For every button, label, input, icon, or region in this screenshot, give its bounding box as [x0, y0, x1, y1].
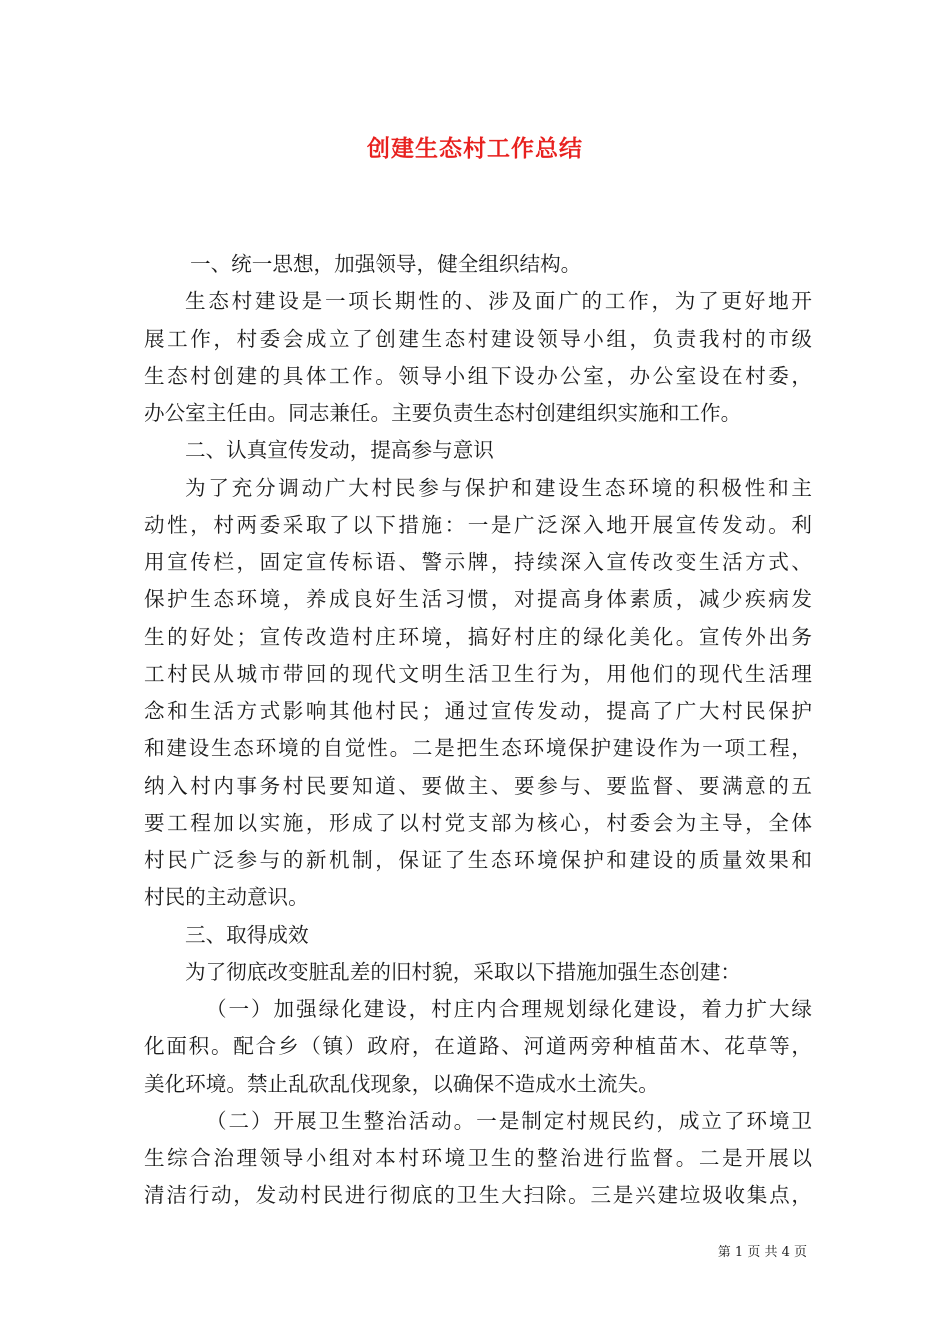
body-line: 保护生态环境，养成良好生活习惯，对提高身体素质，减少疾病发	[144, 587, 812, 612]
body-line: 三、取得成效	[185, 922, 309, 947]
body-line: （一）加强绿化建设，村庄内合理规划绿化建设，着力扩大绿	[206, 997, 812, 1021]
body-line: 二、认真宣传发动，提高参与意识	[185, 438, 494, 463]
body-line: 村民广泛参与的新机制，保证了生态环境保护和建设的质量效果和	[144, 848, 812, 872]
document-title: 创建生态村工作总结	[367, 135, 583, 162]
body-line: 生态村创建的具体工作。领导小组下设办公室，办公室设在村委，	[144, 363, 812, 388]
body-line: 念和生活方式影响其他村民；通过宣传发动，提高了广大村民保护	[144, 699, 812, 723]
body-line: 村民的主动意识。	[144, 885, 309, 910]
document-body	[144, 246, 812, 1215]
body-line: 生态村建设是一项长期性的、涉及面广的工作，为了更好地开	[185, 289, 812, 314]
body-line: 要工程加以实施，形成了以村党支部为核心，村委会为主导，全体	[144, 810, 812, 835]
body-line: 用宣传栏，固定宣传标语、警示牌，持续深入宣传改变生活方式、	[144, 550, 812, 574]
body-line: 清洁行动，发动村民进行彻底的卫生大扫除。三是兴建垃圾收集点，	[144, 1183, 812, 1208]
body-line: 办公室主任由。同志兼任。主要负责生态村创建组织实施和工作。	[144, 401, 742, 425]
body-line: 展工作，村委会成立了创建生态村建设领导小组，负责我村的市级	[144, 326, 812, 351]
body-line: 为了充分调动广大村民参与保护和建设生态环境的积极性和主	[185, 475, 812, 500]
body-line: 美化环境。禁止乱砍乱伐现象，以确保不造成水土流失。	[144, 1071, 659, 1096]
page-number-footer: 第 1 页 共 4 页	[717, 1245, 807, 1260]
body-line: 生的好处；宣传改造村庄环境，搞好村庄的绿化美化。宣传外出务	[144, 624, 812, 649]
body-line: 为了彻底改变脏乱差的旧村貌，采取以下措施加强生态创建：	[185, 959, 742, 984]
body-line: 一、统一思想，加强领导，健全组织结构。	[190, 252, 582, 276]
body-line: 工村民从城市带回的现代文明生活卫生行为，用他们的现代生活理	[144, 661, 812, 686]
body-line: 动性，村两委采取了以下措施：一是广泛深入地开展宣传发动。利	[144, 512, 812, 537]
body-line: 生综合治理领导小组对本村环境卫生的整治进行监督。二是开展以	[144, 1146, 812, 1170]
body-line: 化面积。配合乡（镇）政府，在道路、河道两旁种植苗木、花草等，	[144, 1034, 812, 1059]
body-line: 和建设生态环境的自觉性。二是把生态环境保护建设作为一项工程，	[144, 736, 812, 761]
body-line: （二）开展卫生整治活动。一是制定村规民约，成立了环境卫	[206, 1108, 812, 1133]
body-line: 纳入村内事务村民要知道、要做主、要参与、要监督、要满意的五	[144, 773, 812, 798]
